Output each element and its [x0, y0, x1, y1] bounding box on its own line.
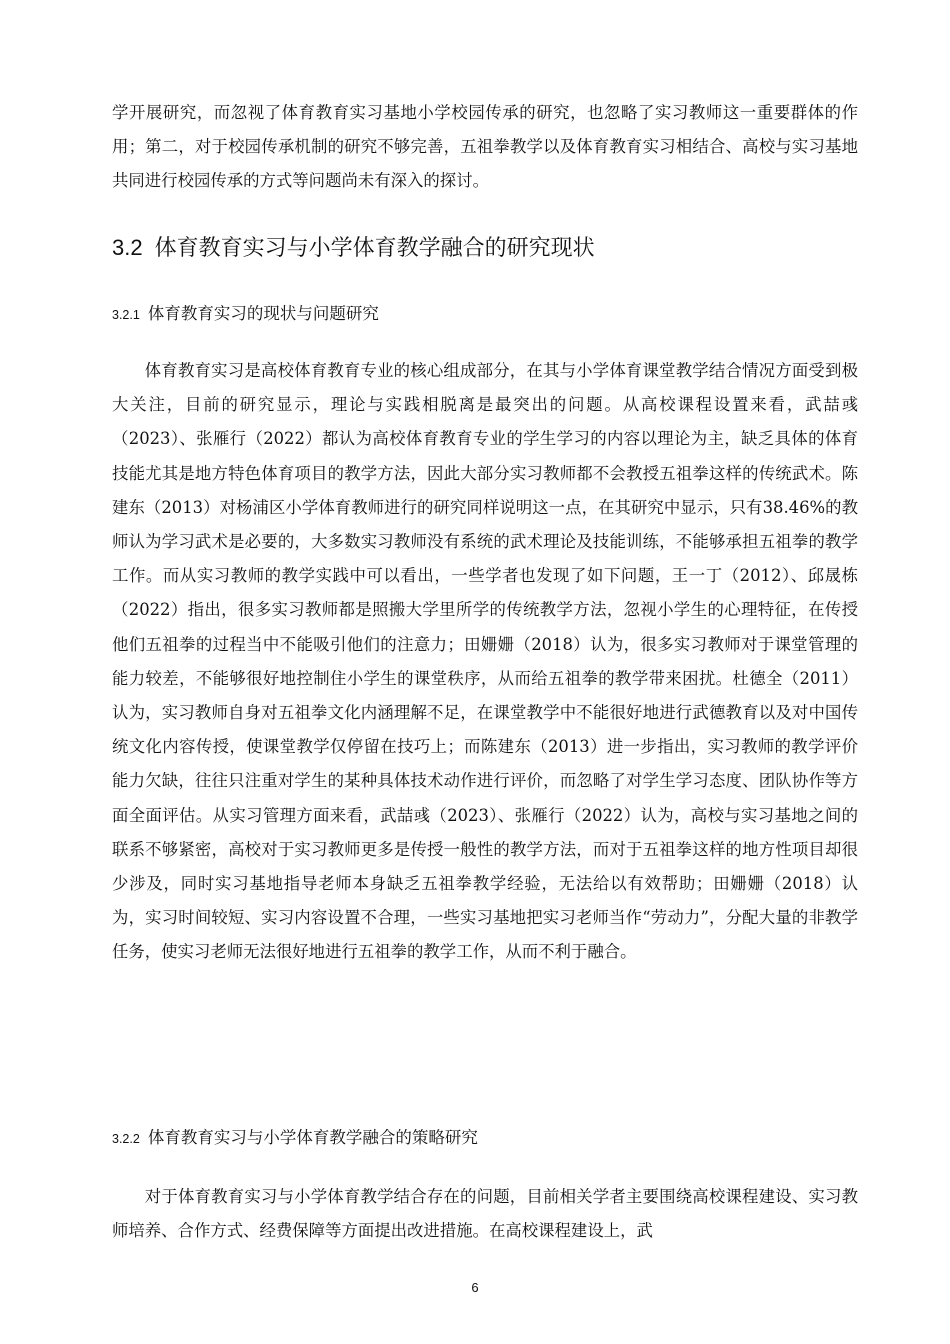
subsection-number: 3.2.2 — [112, 1132, 140, 1146]
intro-paragraph: 学开展研究，而忽视了体育教育实习基地小学校园传承的研究，也忽略了实习教师这一重要群体的作用；第二，对于校园传承机制的研究不够完善，五祖拳教学以及体育教育实习相结合、高校与实习基地共同进行校园传承的方式等问题尚未有深入的探讨。 — [112, 103, 858, 191]
subsection-title: 体育教育实习的现状与问题研究 — [147, 304, 379, 323]
intro-paragraph-container — [112, 96, 858, 199]
subsection-heading-3-2-1 — [112, 300, 379, 329]
section-title: 体育教育实习与小学体育教学融合的研究现状 — [154, 236, 595, 261]
status-problems-paragraph-container — [112, 354, 858, 970]
page-number: 6 — [471, 1280, 479, 1295]
section-number: 3.2 — [112, 235, 143, 260]
subsection-title: 体育教育实习与小学体育教学融合的策略研究 — [147, 1128, 478, 1147]
subsection-number: 3.2.1 — [112, 308, 140, 322]
strategy-paragraph: 对于体育教育实习与小学体育教学结合存在的问题，目前相关学者主要围绕高校课程建设、实习教师培养、合作方式、经费保障等方面提出改进措施。在高校课程建设上，武 — [112, 1187, 858, 1241]
strategy-paragraph-container — [112, 1180, 858, 1248]
status-problems-paragraph: 体育教育实习是高校体育教育专业的核心组成部分，在其与小学体育课堂教学结合情况方面受到极大关注，目前的研究显示，理论与实践相脱离是最突出的问题。从高校课程设置来看，武喆彧（2023）、张雁行（2022）都认为高校体育教育专业的学生学习的内容以理论为主，缺乏具体的体育技能尤其是地方特色体育项目的教学方法，因此大部分实习教师都不会教授五祖拳这样的传统武术。陈建东（2013）对杨浦区小学体育教师进行的研究同样说明这一点，在其研究中显示，只有38.46%的教师认为学习武术是必要的，大多数实习教师没有系统的武术理论及技能训练，不能够承担五祖拳的教学工作。而从实习教师的教学实践中可以看出，一些学者也发现了如下问题，王一丁（2012）、邱晟栋（2022）指出，很多实习教师都是照搬大学里所学的传统教学方法，忽视小学生的心理特征，在传授他们五祖拳的过程当中不能吸引他们的注意力；田姗姗（2018）认为，很多实习教师对于课堂管理的能力较差，不能够很好地控制住小学生的课堂秩序，从而给五祖拳的教学带来困扰。杜德全（2011）认为，实习教师自身对五祖拳文化内涵理解不足，在课堂教学中不能很好地进行武德教育以及对中国传统文化内容传授，使课堂教学仅停留在技巧上；而陈建东（2013）进一步指出，实习教师的教学评价能力欠缺，往往只注重对学生的某种具体技术动作进行评价，而忽略了对学生学习态度、团队协作等方面全面评估。从实习管理方面来看，武喆彧（2023）、张雁行（2022）认为，高校与实习基地之间的联系不够紧密，高校对于实习教师更多是传授一般性的教学方法，而对于五祖拳这样的地方性项目却很少涉及，同时实习基地指导老师本身缺乏五祖拳教学经验，无法给以有效帮助；田姗姗（2018）认为，实习时间较短、实习内容设置不合理，一些实习基地把实习老师当作“劳动力”，分配大量的非教学任务，使实习老师无法很好地进行五祖拳的教学工作，从而不利于融合。 — [112, 361, 858, 962]
section-heading-3-2 — [112, 230, 595, 267]
subsection-heading-3-2-2 — [112, 1124, 478, 1153]
